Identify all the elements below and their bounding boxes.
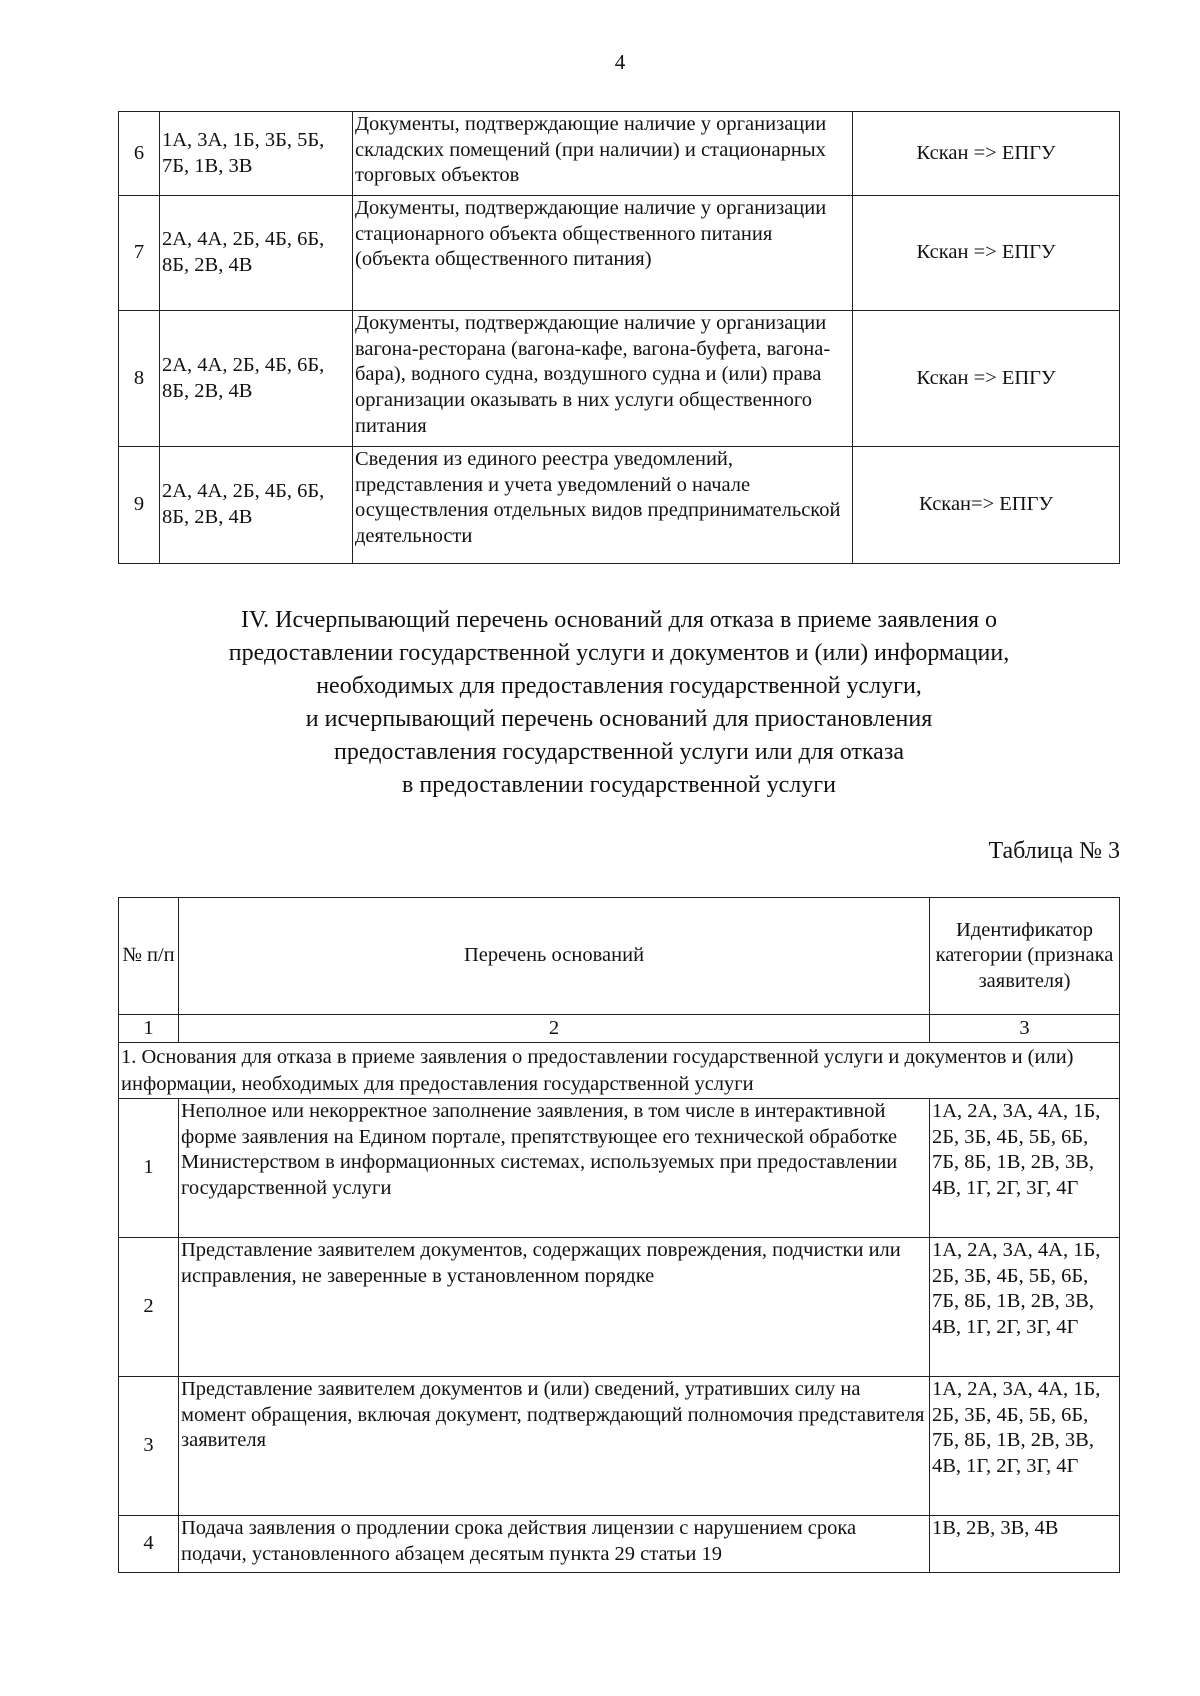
row-number: 9	[119, 447, 160, 564]
heading-line: IV. Исчерпывающий перечень оснований для отказа в приеме заявления о	[240, 607, 998, 633]
row-number: 8	[119, 311, 160, 447]
document-description: Документы, подтверждающие наличие у организации вагона-ресторана (вагона-кафе, вагона-буфета, вагона-бара), водного судна, воздушного судна и (или) права организации оказывать в них услуги общественного питания	[353, 311, 853, 447]
category-codes: 2А, 4А, 2Б, 4Б, 6Б, 8Б, 2В, 4В	[160, 311, 353, 447]
table-row	[119, 112, 1120, 196]
submission-channel: Кскан => ЕПГУ	[853, 112, 1120, 196]
header-row	[119, 898, 1120, 1015]
header-number: № п/п	[119, 898, 179, 1015]
category-identifier: 1А, 2А, 3А, 4А, 1Б, 2Б, 3Б, 4Б, 5Б, 6Б, 7Б, 8Б, 1В, 2В, 3В, 4В, 1Г, 2Г, 3Г, 4Г	[930, 1099, 1120, 1238]
column-number: 1	[119, 1015, 179, 1043]
row-number: 3	[119, 1377, 179, 1516]
reason-text: Подача заявления о продлении срока действия лицензии с нарушением срока подачи, установленного абзацем десятым пункта 29 статьи 19	[179, 1516, 930, 1573]
submission-channel: Кскан=> ЕПГУ	[853, 447, 1120, 564]
row-number: 4	[119, 1516, 179, 1573]
category-identifier: 1В, 2В, 3В, 4В	[930, 1516, 1120, 1573]
table-caption: Таблица № 3	[988, 838, 1120, 864]
table-row	[119, 1099, 1120, 1238]
page-number: 4	[614, 50, 626, 74]
table-row	[119, 196, 1120, 311]
category-codes: 1А, 3А, 1Б, 3Б, 5Б, 7Б, 1В, 3В	[160, 112, 353, 196]
heading-line: необходимых для предоставления государственной услуги,	[316, 673, 922, 699]
row-number: 7	[119, 196, 160, 311]
table-row	[119, 447, 1120, 564]
header-identifier: Идентификатор категории (признака заявителя)	[930, 898, 1120, 1015]
category-codes: 2А, 4А, 2Б, 4Б, 6Б, 8Б, 2В, 4В	[160, 196, 353, 311]
column-number: 2	[179, 1015, 930, 1043]
group-title: 1. Основания для отказа в приеме заявления о предоставлении государственной услуги и документов и (или) информации, необходимых для предоставления государственной услуги	[119, 1043, 1120, 1099]
row-number: 2	[119, 1238, 179, 1377]
reason-text: Представление заявителем документов, содержащих повреждения, подчистки или исправления, не заверенные в установленном порядке	[179, 1238, 930, 1377]
heading-line: предоставлении государственной услуги и документов и (или) информации,	[228, 640, 1010, 666]
document-description: Сведения из единого реестра уведомлений, представления и учета уведомлений о начале осуществления отдельных видов предпринимательской деятельности	[353, 447, 853, 564]
category-codes: 2А, 4А, 2Б, 4Б, 6Б, 8Б, 2В, 4В	[160, 447, 353, 564]
submission-channel: Кскан => ЕПГУ	[853, 196, 1120, 311]
document-description: Документы, подтверждающие наличие у организации стационарного объекта общественного питания (объекта общественного питания)	[353, 196, 853, 311]
category-identifier: 1А, 2А, 3А, 4А, 1Б, 2Б, 3Б, 4Б, 5Б, 6Б, 7Б, 8Б, 1В, 2В, 3В, 4В, 1Г, 2Г, 3Г, 4Г	[930, 1377, 1120, 1516]
table-row	[119, 1377, 1120, 1516]
document-description: Документы, подтверждающие наличие у организации складских помещений (при наличии) и стационарных торговых объектов	[353, 112, 853, 196]
column-number: 3	[930, 1015, 1120, 1043]
group-row	[119, 1043, 1120, 1099]
table-row	[119, 1238, 1120, 1377]
submission-channel: Кскан => ЕПГУ	[853, 311, 1120, 447]
heading-line: и исчерпывающий перечень оснований для приостановления	[305, 706, 933, 732]
documents-table	[118, 111, 1120, 564]
heading-line: предоставления государственной услуги или для отказа	[334, 739, 904, 765]
row-number: 1	[119, 1099, 179, 1238]
table-row	[119, 1516, 1120, 1573]
section-heading	[118, 604, 1120, 802]
refusal-grounds-table	[118, 897, 1120, 1573]
row-number: 6	[119, 112, 160, 196]
category-identifier: 1А, 2А, 3А, 4А, 1Б, 2Б, 3Б, 4Б, 5Б, 6Б, 7Б, 8Б, 1В, 2В, 3В, 4В, 1Г, 2Г, 3Г, 4Г	[930, 1238, 1120, 1377]
heading-line: в предоставлении государственной услуги	[402, 772, 836, 798]
reason-text: Представление заявителем документов и (или) сведений, утративших силу на момент обращения, включая документ, подтверждающий полномочия представителя заявителя	[179, 1377, 930, 1516]
column-number-row	[119, 1015, 1120, 1043]
header-reasons: Перечень оснований	[179, 898, 930, 1015]
table-row	[119, 311, 1120, 447]
reason-text: Неполное или некорректное заполнение заявления, в том числе в интерактивной форме заявления на Едином портале, препятствующее его технической обработке Министерством в информационных системах, используемых при предоставлении государственной услуги	[179, 1099, 930, 1238]
